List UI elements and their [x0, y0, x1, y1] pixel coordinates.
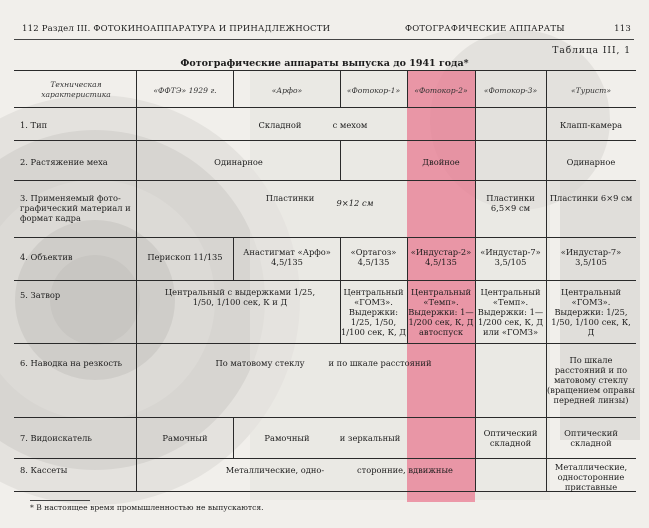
footnote: * В настоящее время промышленностью не выпускаются. — [30, 503, 264, 512]
bellows-turist: Одинарное — [566, 157, 616, 167]
col-header-fotokor-3: «Фотокор-3» — [483, 86, 538, 95]
col-header-turist: «Турист» — [571, 86, 611, 95]
bellows-double: Двойное — [422, 157, 460, 167]
material-format-9x12: 9×12 см — [336, 198, 374, 208]
type-folding: Складной — [258, 120, 302, 130]
shutter-fotokor-1: Центральный «ГОМЗ». Выдержки: 1/25, 1/50, 1/100 сек, К, Д — [341, 287, 407, 337]
shutter-fotokor-2: Центральный «Темп». Выдержки: 1—1/200 сек, К, Д автоспуск — [408, 287, 474, 337]
col-header-fotk: «ФФТЭ» 1929 г. — [153, 86, 217, 95]
page-number: 113 — [614, 24, 631, 34]
viewfinder-fotokor-3: Оптический складной — [483, 428, 538, 448]
type-turist: Клапп-камера — [559, 120, 623, 130]
cassettes-turist: Металлические, односторонние приставные — [554, 462, 628, 492]
lens-fotokor-1: «Ортагоз» 4,5/135 — [350, 247, 397, 267]
row-label-material: 3. Применяемый фото-графический материал и формат кадра — [20, 193, 131, 223]
table-title: Фотографические аппараты выпуска до 1941 года* — [180, 58, 469, 69]
material-plates: Пластинки — [265, 193, 315, 203]
cassettes-metal: Металлические, одно- — [225, 465, 325, 475]
row-label-type: 1. Тип — [20, 120, 48, 130]
shutter-fotokor-3: Центральный «Темп». Выдержки: 1—1/200 сек, К, Д или «ГОМЗ» — [477, 287, 544, 337]
row-label-focusing: 6. Наводка на резкость — [20, 358, 123, 368]
row-label-lens: 4. Объектив — [20, 252, 73, 262]
table-number: Таблица III, 1 — [552, 46, 631, 56]
viewfinder-mirror: и зеркальный — [339, 433, 401, 443]
material-fotokor-3: Пластинки 6,5×9 см — [486, 193, 535, 213]
cassettes-sided: сторонние, вдвижные — [357, 465, 453, 475]
bellows-single: Одинарное — [214, 157, 263, 167]
col-header-arfo: «Арфо» — [271, 86, 303, 95]
running-header-center: ФОТОГРАФИЧЕСКИЕ АППАРАТЫ — [405, 24, 565, 34]
viewfinder-turist: Оптический складной — [564, 428, 618, 448]
lens-fotk: Перископ 11/135 — [147, 252, 223, 262]
col-header-fotokor-2: «Фотокор-2» — [414, 86, 468, 95]
header-rule — [14, 39, 634, 40]
lens-arfo: Анастигмат «Арфо» 4,5/135 — [243, 247, 331, 267]
col-header-fotokor-1: «Фотокор-1» — [346, 86, 401, 95]
viewfinder-fotk: Рамочный — [162, 433, 208, 443]
row-label-cassettes: 8. Кассеты — [20, 465, 68, 475]
row-label-viewfinder: 7. Видоискатель — [20, 433, 92, 443]
row-label-shutter: 5. Затвор — [20, 290, 61, 300]
shutter-turist: Центральный «ГОМЗ». Выдержки: 1/25, 1/50, 1/100 сек, К, Д — [551, 287, 631, 337]
focusing-ground-glass: По матовому стеклу — [215, 358, 305, 368]
lens-fotokor-3: «Индустар-7» 3,5/105 — [480, 247, 541, 267]
type-bellows: с мехом — [332, 120, 368, 130]
material-turist: Пластинки 6×9 см — [549, 193, 633, 203]
shutter-fotk-arfo: Центральный с выдержками 1/25, 1/50, 1/100 сек, К и Д — [164, 287, 316, 307]
lens-turist: «Индустар-7» 3,5/105 — [560, 247, 622, 267]
running-header-left: 112 Раздел III. ФОТОКИНОАППАРАТУРА И ПРИНАДЛЕЖНОСТИ — [22, 24, 331, 34]
focusing-scale: и по шкале расстояний — [328, 358, 432, 368]
row-label-bellows: 2. Растяжение меха — [20, 157, 108, 167]
lens-fotokor-2: «Индустар-2» 4,5/135 — [410, 247, 472, 267]
footnote-rule — [30, 500, 90, 501]
focusing-turist: По шкале расстояний и по матовому стеклу (вращением оправы передней линзы) — [547, 355, 635, 405]
viewfinder-arfo: Рамочный — [264, 433, 310, 443]
col-header-characteristic: Техническая характеристика — [41, 80, 111, 99]
